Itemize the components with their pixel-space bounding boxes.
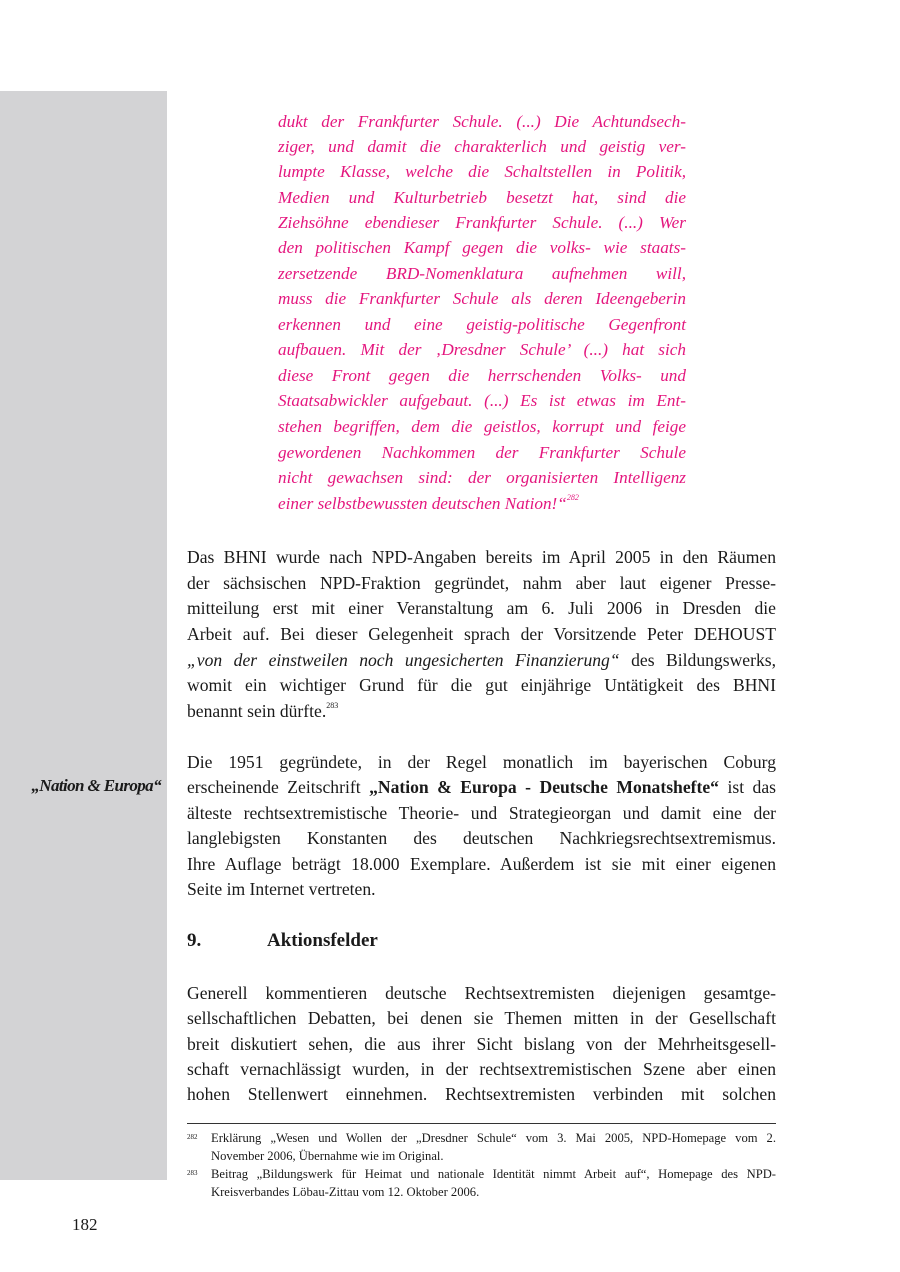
quote-line: dukt der Frankfurter Schule. (...) Die Achtundsech- — [278, 112, 686, 131]
footnote-number: 283 — [187, 1169, 198, 1177]
footnote-divider — [187, 1123, 776, 1124]
quote-line: Ziehsöhne ebendieser Frankfurter Schule. (...) Wer — [278, 213, 686, 232]
text-line: mitteilung erst mit einer Veranstaltung am 6. Juli 2006 in Dresden die — [187, 598, 776, 618]
section-title: Aktionsfelder — [267, 930, 378, 951]
page-number: 182 — [72, 1215, 98, 1234]
quote-line: lumpte Klasse, welche die Schaltstellen in Politik, — [278, 162, 686, 181]
footnote-ref-282[interactable]: 282 — [566, 493, 579, 502]
footnote-line: Kreisverbandes Löbau-Zittau vom 12. Oktober 2006. — [211, 1185, 480, 1199]
footnote-number: 282 — [187, 1133, 198, 1141]
quote-line: stehen begriffen, dem die geistlos, korrupt und feige — [278, 417, 686, 436]
margin-sidebar — [0, 91, 167, 1180]
footnote-line: Erklärung „Wesen und Wollen der „Dresdner Schule“ vom 3. Mai 2005, NPD-Homepage vom 2. — [211, 1131, 776, 1145]
quote-line: einer selbstbewussten deutschen Nation!“$^{282}$ — [278, 493, 579, 513]
quote-line: Staatsabwickler aufgebaut. (...) Es ist etwas im Ent- — [278, 391, 686, 410]
text-line: sellschaftlichen Debatten, bei denen sie Themen mitten in der Gesellschaft — [187, 1008, 776, 1028]
footnote-ref-283[interactable]: 283 — [326, 701, 339, 710]
text-line: schaft vernachlässigt wurden, in der rechtsextremistischen Szene aber einen — [187, 1059, 776, 1079]
text-line: Das BHNI wurde nach NPD-Angaben bereits im April 2005 in den Räumen — [187, 547, 776, 567]
text-line: benannt sein dürfte.$^{283}$ — [187, 701, 339, 721]
footnote-line: Beitrag „Bildungswerk für Heimat und nationale Identität nimmt Arbeit auf“, Homepage des NPD- — [211, 1167, 776, 1181]
quote-line: Medien und Kulturbetrieb besetzt hat, sind die — [278, 188, 686, 207]
text-line: Generell kommentieren deutsche Rechtsextremisten diejenigen gesamtge- — [187, 983, 776, 1003]
quote-line: ziger, und damit die charakterlich und geistig ver- — [278, 137, 686, 156]
quote-line: nicht gewachsen sind: der organisierten Intelligenz — [278, 468, 686, 487]
quote-line: den politischen Kampf gegen die volks- wie staats- — [278, 238, 686, 257]
quote-line: erkennen und eine geistig-politische Gegenfront — [278, 315, 686, 334]
text-line: „von der einstweilen noch ungesicherten Finanzierung“ des Bildungswerks, — [187, 650, 776, 670]
quote-line: gewordenen Nachkommen der Frankfurter Schule — [278, 443, 686, 462]
text-line: Arbeit auf. Bei dieser Gelegenheit sprach der Vorsitzende Peter DEHOUST — [187, 624, 776, 644]
magazine-title: „Nation & Europa - Deutsche Monatshefte“ — [369, 777, 719, 797]
quote-line: diese Front gegen die herrschenden Volks- und — [278, 366, 686, 385]
text-line: Die 1951 gegründete, in der Regel monatlich im bayerischen Coburg — [187, 752, 776, 772]
margin-label: „Nation & Europa“ — [31, 776, 161, 795]
text-line: erscheinende Zeitschrift „Nation & Europa - Deutsche Monatshefte“ ist das — [187, 777, 777, 797]
text-line: Ihre Auflage beträgt 18.000 Exemplare. Außerdem ist sie mit einer eigenen — [187, 854, 776, 874]
text-line: älteste rechtsextremistische Theorie- und Strategieorgan und damit eine der — [187, 803, 776, 823]
quote-line: muss die Frankfurter Schule als deren Ideengeberin — [278, 289, 686, 308]
footnote-line: November 2006, Übernahme wie im Original. — [211, 1149, 444, 1163]
text-line: Seite im Internet vertreten. — [187, 879, 376, 899]
quote-line: aufbauen. Mit der ‚Dresdner Schule’ (...) hat sich — [278, 340, 686, 359]
text-line: breit diskutiert sehen, die aus ihrer Sicht bislang von der Mehrheitsgesell- — [187, 1034, 776, 1054]
text-line: langlebigsten Konstanten des deutschen Nachkriegsrechtsextremismus. — [187, 828, 776, 848]
section-number: 9. — [187, 930, 202, 951]
quote-line: zersetzende BRD-Nomenklatura aufnehmen will, — [278, 264, 686, 283]
text-line: der sächsischen NPD-Fraktion gegründet, nahm aber laut eigener Presse- — [187, 573, 776, 593]
text-line: womit ein wichtiger Grund für die gut einjährige Untätigkeit des BHNI — [187, 675, 776, 695]
text-line: hohen Stellenwert einnehmen. Rechtsextremisten verbinden mit solchen — [187, 1084, 776, 1104]
section-heading — [187, 928, 378, 954]
